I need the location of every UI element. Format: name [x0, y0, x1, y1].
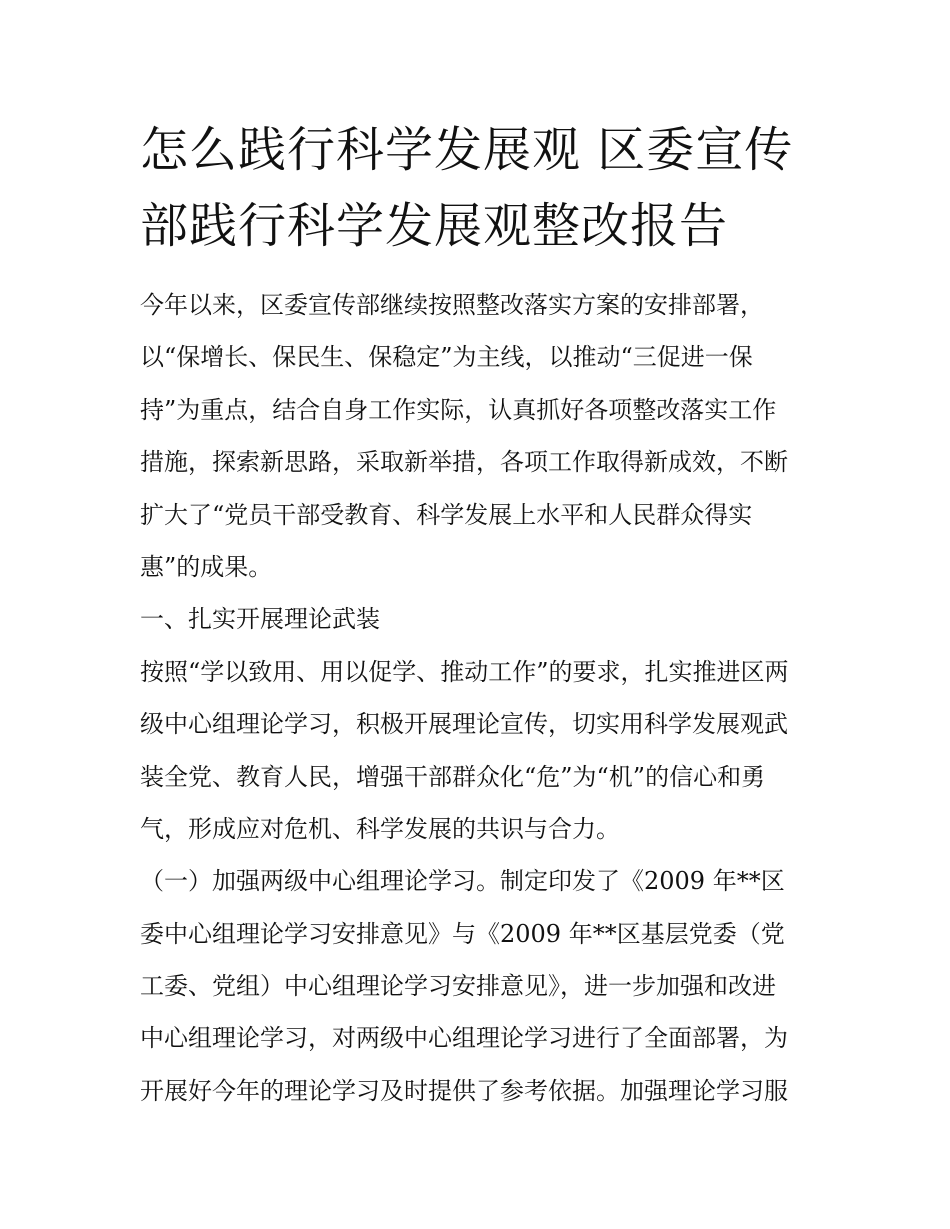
title-line: 部践行科学发展观整改报告 — [140, 198, 729, 254]
body-line: 持”为重点，结合自身工作实际，认真抓好各项整改落实工作 — [140, 395, 777, 424]
body-line: 以“保增长、保民生、保稳定”为主线，以推动“三促进一保 — [140, 343, 753, 372]
body-line: 按照“学以致用、用以促学、推动工作”的要求，扎实推进区两 — [140, 657, 789, 686]
document-title — [140, 112, 830, 264]
body-line: 装全党、教育人民，增强干部群众化“危”为“机”的信心和勇 — [140, 762, 766, 791]
title-line: 怎么践行科学发展观 区委宣传 — [140, 122, 794, 178]
body-line: 中心组理论学习，对两级中心组理论学习进行了全面部署，为 — [140, 1024, 788, 1053]
body-line: 气，形成应对危机、科学发展的共识与合力。 — [140, 814, 620, 843]
body-line: 工委、党组）中心组理论学习安排意见》，进一步加强和改进 — [140, 972, 776, 1001]
body-line: 扩大了“党员干部受教育、科学发展上水平和人民群众得实 — [140, 500, 753, 529]
body-line: 措施，探索新思路，采取新举措，各项工作取得新成效，不断 — [140, 448, 788, 477]
body-line: 委中心组理论学习安排意见》与《2009 年**区基层党委（党 — [140, 919, 785, 948]
document-body — [140, 279, 830, 1117]
body-line: （一）加强两级中心组理论学习。制定印发了《2009 年**区 — [140, 867, 785, 896]
section-heading: 一、扎实开展理论武装 — [140, 605, 380, 634]
body-line: 今年以来，区委宣传部继续按照整改落实方案的安排部署， — [140, 291, 764, 319]
body-line: 惠”的成果。 — [140, 552, 273, 581]
body-line: 开展好今年的理论学习及时提供了参考依据。加强理论学习服 — [140, 1076, 788, 1105]
body-line: 级中心组理论学习，积极开展理论宣传，切实用科学发展观武 — [140, 710, 788, 739]
